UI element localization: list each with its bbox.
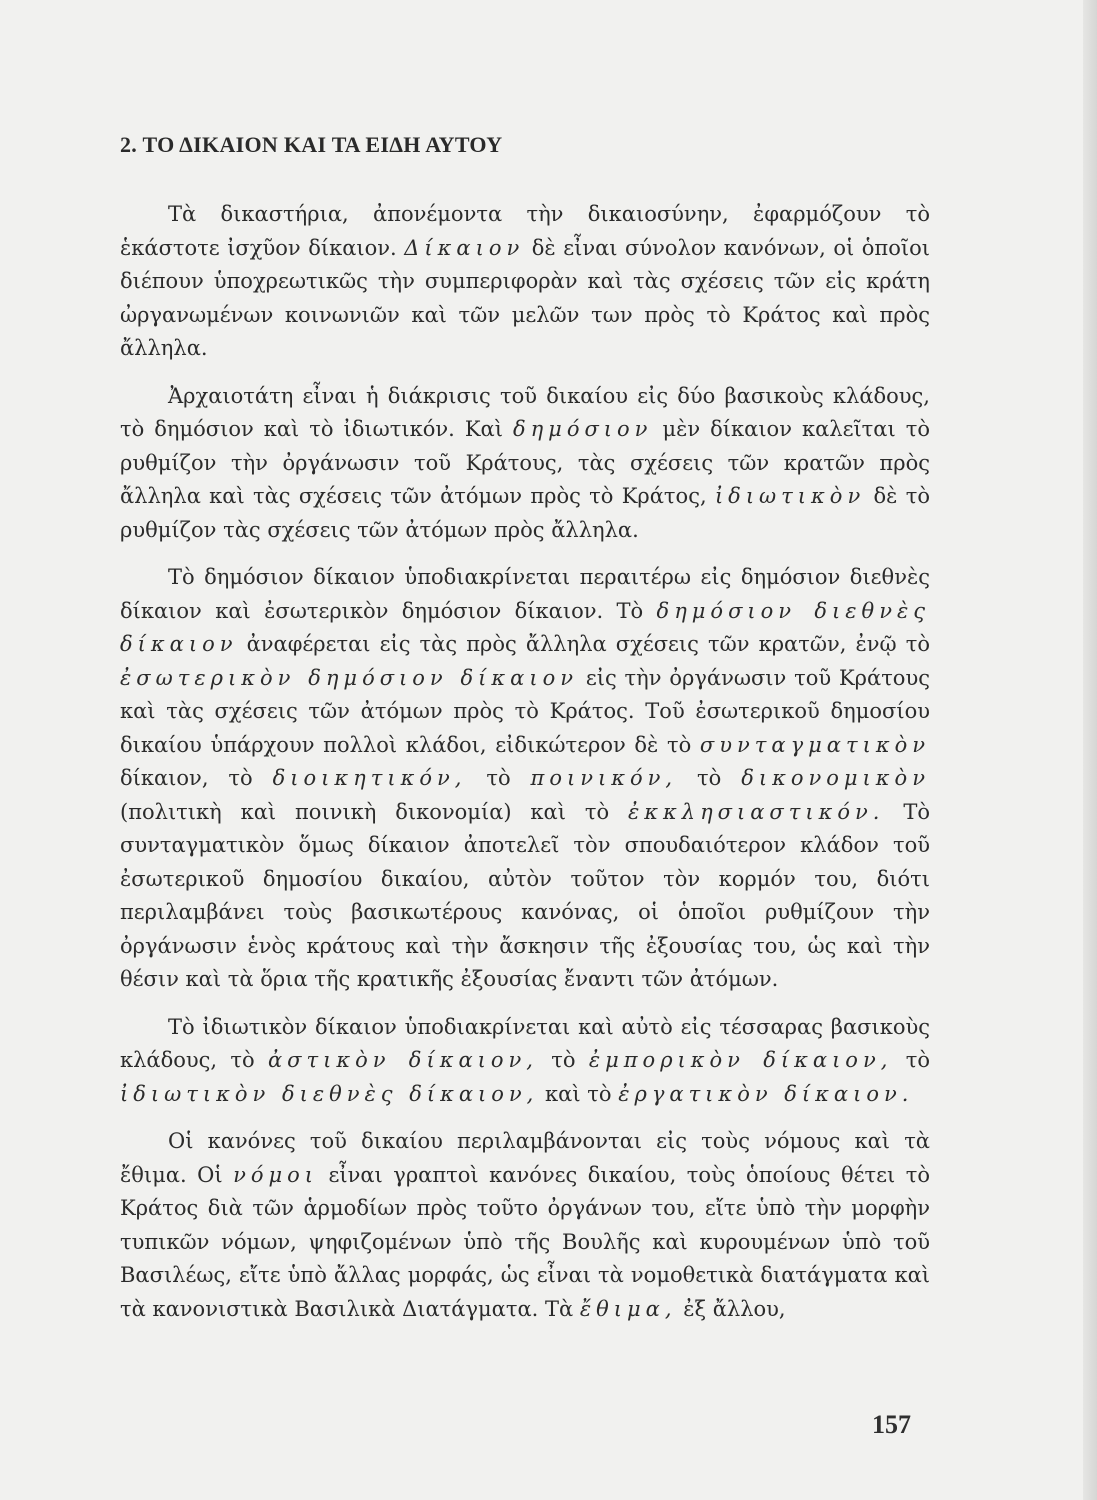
p1-term: Δίκαιον xyxy=(404,235,525,260)
p2-text-a: Ἀρχαιοτάτη εἶναι ἡ διάκρισις τοῦ δικαίου εἰς δύο βασικοὺς κλάδους, τὸ δημόσιον καὶ τὸ ἰδιωτικόν. Καὶ xyxy=(120,383,930,441)
document-body xyxy=(120,132,930,1340)
p1-text-a: Τὰ δικαστήρια, ἀπονέμοντα τὴν δικαιοσύνην, ἐφαρμόζουν τὸ ἑκάστοτε ἰσχῦον δίκαιον. xyxy=(120,202,930,260)
p4-text-b: τὸ xyxy=(551,1048,576,1072)
paragraph-2 xyxy=(120,380,930,548)
p5-text-c: ἐξ ἄλλου, xyxy=(683,1296,786,1321)
p3-text-f: τὸ xyxy=(697,766,722,790)
p3-text-b: ἀναφέρεται εἰς τὰς πρὸς ἄλληλα σχέσεις τῶν κρατῶν, ἐνῷ τὸ xyxy=(246,632,930,656)
page-number: 157 xyxy=(872,1410,911,1439)
p2-text-b: μὲν δίκαιον καλεῖται τὸ ρυθμίζον τὴν ὀργάνωσιν τοῦ Κράτους, τὰς σχέσεις τῶν κρατῶν πρὸς ἄλληλα καὶ τὰς σχέσεις τῶν ἀτόμων πρὸς τὸ Κράτος, xyxy=(120,417,930,508)
p2-text-c: δὲ τὸ ρυθμίζον τὰς σχέσεις τῶν ἀτόμων πρὸς ἄλληλα. xyxy=(120,484,930,542)
p1-text-b: δὲ εἶναι σύνολον κανόνων, οἱ ὁποῖοι διέπουν ὑποχρεωτικῶς τὴν συμπεριφορὰν καὶ τὰς σχέσεις τῶν εἰς κράτη ὠργανωμένων κοινωνιῶν καὶ τῶν μελῶν των πρὸς τὸ Κράτος καὶ πρὸς ἄλληλα. xyxy=(120,235,930,360)
p3-text-e: τὸ xyxy=(486,766,511,790)
p3-term-4: διοικητικόν, xyxy=(272,766,467,790)
p5-text-b: εἶναι γραπτοὶ κανόνες δικαίου, τοὺς ὁποίους θέτει τὸ Κράτος διὰ τῶν ἁρμοδίων πρὸς τοῦτο ὀργάνων του, εἴτε ὑπὸ τὴν μορφὴν τυπικῶν νόμων, ψηφιζομένων ὑπὸ τῆς Βουλῆς καὶ κυρουμένων ὑπὸ τοῦ Βασιλέως, εἴτε ὑπὸ ἄλλας μορφάς, ὡς εἶναι τὰ νομοθετικὰ διατάγματα καὶ τὰ κανονιστικὰ Βασιλικὰ Διατάγματα. Τὰ xyxy=(120,1162,930,1321)
p3-text-a: Τὸ δημόσιον δίκαιον ὑποδιακρίνεται περαιτέρω εἰς δημόσιον διεθνὲς δίκαιον καὶ ἐσωτερικὸν δημόσιον δίκαιον. Τὸ xyxy=(120,565,930,623)
p3-term-6: δικονομικὸν xyxy=(741,766,930,790)
p3-term-5: ποινικόν, xyxy=(530,766,678,790)
p4-text-a: Τὸ ἰδιωτικὸν δίκαιον ὑποδιακρίνεται καὶ αὐτὸ εἰς τέσσαρας βασικοὺς κλάδους, τὸ xyxy=(120,1014,930,1072)
p4-text-d: καὶ τὸ xyxy=(545,1081,612,1106)
p4-term-2: ἐμπορικὸν δίκαιον, xyxy=(588,1048,893,1072)
p5-term-2: ἔθιμα, xyxy=(579,1296,677,1321)
paragraph-3 xyxy=(120,561,930,997)
p3-text-c: εἰς τὴν ὀργάνωσιν τοῦ Κράτους καὶ τὰς σχέσεις τῶν ἀτόμων πρὸς τὸ Κράτος. Τοῦ ἐσωτερικοῦ δημοσίου δικαίου ὑπάρχουν πολλοὶ κλάδοι, εἰδικώτερον δὲ τὸ xyxy=(120,665,930,757)
p2-term-2: ἰδιωτικὸν xyxy=(714,484,866,508)
p4-term-1: ἀστικὸν δίκαιον, xyxy=(267,1048,538,1072)
p3-text-g: (πολιτικὴ καὶ ποινικὴ δικονομία) καὶ τὸ xyxy=(120,799,610,824)
p3-term-7: ἐκκλησιαστικόν. xyxy=(627,799,885,824)
p4-text-c: τὸ xyxy=(905,1048,930,1072)
p3-term-1: δημόσιον διεθνὲς δίκαιον xyxy=(120,598,930,656)
paragraph-1 xyxy=(120,198,930,366)
p3-term-3: συνταγματικὸν xyxy=(699,732,930,757)
paragraph-5 xyxy=(120,1125,930,1326)
p3-term-2: ἐσωτερικὸν δημόσιον δίκαιον xyxy=(120,665,578,690)
p3-text-h: Τὸ συνταγματικὸν ὅμως δίκαιον ἀποτελεῖ τὸν σπουδαιότερον κλάδον τοῦ ἐσωτερικοῦ δημοσίου δικαίου, αὐτὸν τοῦτον τὸν κορμόν του, διότι περιλαμβάνει τοὺς βασικωτέρους κανόνας, οἱ ὁποῖοι ρυθμίζουν τὴν ὀργάνωσιν ἑνὸς κράτους καὶ τὴν ἄσκησιν τῆς ἐξουσίας του, ὡς καὶ τὴν θέσιν καὶ τὰ ὅρια τῆς κρατικῆς ἐξουσίας ἔναντι τῶν ἀτόμων. xyxy=(120,799,930,991)
paragraph-4 xyxy=(120,1011,930,1112)
p5-text-a: Οἱ κανόνες τοῦ δικαίου περιλαμβάνονται εἰς τοὺς νόμους καὶ τὰ ἔθιμα. Οἱ xyxy=(120,1129,930,1187)
p4-term-4: ἐργατικὸν δίκαιον. xyxy=(618,1081,914,1106)
p4-term-3: ἰδιωτικὸν διεθνὲς δίκαιον, xyxy=(120,1081,539,1106)
section-heading: 2. ΤΟ ΔΙΚΑΙΟΝ ΚΑΙ ΤΑ ΕΙΔΗ ΑΥΤΟΥ xyxy=(120,132,503,157)
p3-text-d: δίκαιον, τὸ xyxy=(120,766,253,790)
p5-term-1: νόμοι xyxy=(233,1162,319,1187)
p2-term-1: δημόσιον xyxy=(512,417,653,441)
page-edge-shadow xyxy=(1083,0,1097,1500)
